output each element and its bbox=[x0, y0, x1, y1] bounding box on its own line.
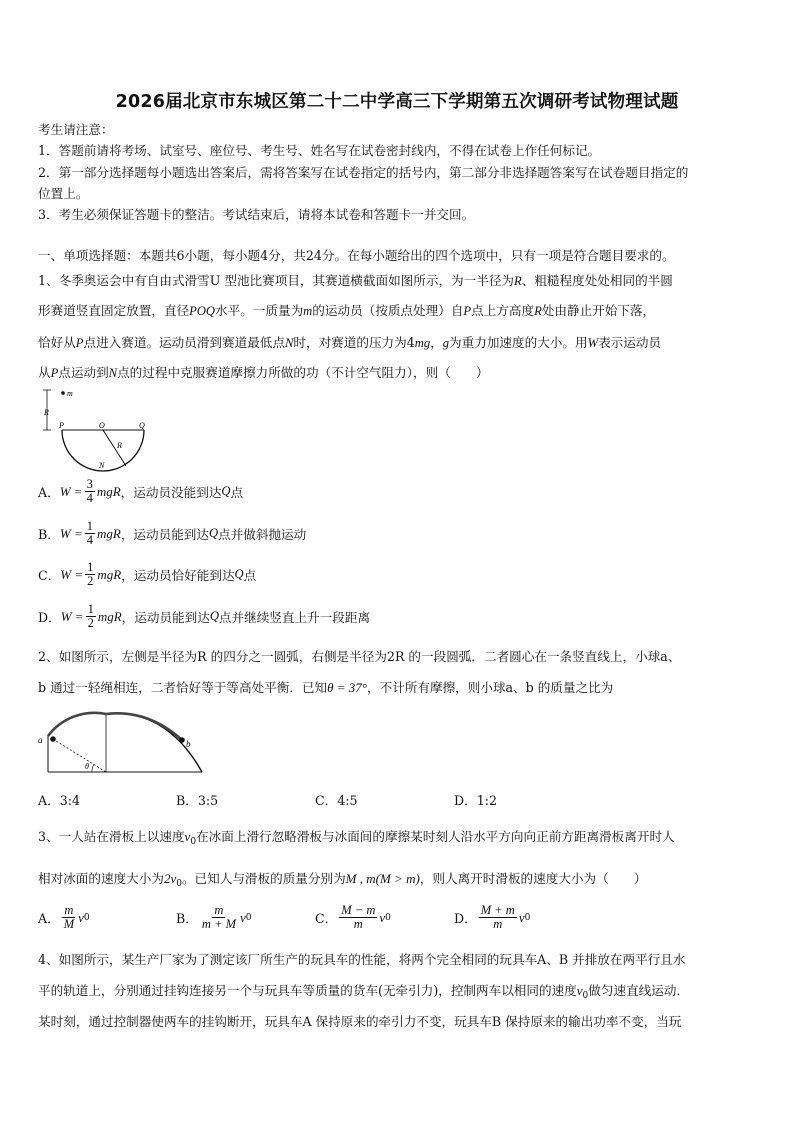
q1-option-d[interactable]: D． W = $\frac{1}{2}$ mgR ，运动员能到达 Q 点并继续竖直上升一段距离 bbox=[38, 602, 371, 631]
notice-item: 3．考生必须保证答题卡的整洁。考试结束后，请将本试卷和答题卡一并交回。 bbox=[38, 207, 475, 222]
notice-item: 2．第一部分选择题每小题选出答案后，需将答案写在试卷指定的括号内，第二部分非选择题答案写在试卷题目指定的 bbox=[38, 165, 689, 180]
q2-option-b[interactable]: B．3:5 bbox=[176, 793, 219, 808]
q1-line: 从P点运动到N点的过程中克服赛道摩擦力所做的功（不计空气阻力），则（ ） bbox=[38, 365, 489, 380]
q1-line: 恰好从P点进入赛道。运动员滑到赛道最低点N时，对赛道的压力为4mg，g为重力加速度的大小。用W表示运动员 bbox=[38, 335, 662, 350]
label-a: a bbox=[38, 735, 43, 745]
q2-line: b 通过一轻绳相连，二者恰好等于等高处平衡．已知θ = 37°，不计所有摩擦，则小球a、b 的质量之比为 bbox=[38, 680, 614, 695]
page-title: 2026届北京市东城区第二十二中学高三下学期第五次调研考试物理试题 bbox=[115, 92, 679, 112]
label-O: O bbox=[99, 421, 105, 430]
angle-label: θ bbox=[85, 762, 89, 771]
skier-dot bbox=[61, 391, 65, 395]
q2-option-a[interactable]: A．3:4 bbox=[38, 793, 80, 808]
q1-option-a[interactable]: A． W = $\frac{3}{4}$ mgR ，运动员没能到达 Q 点 bbox=[38, 477, 244, 506]
label-P: P bbox=[59, 421, 64, 430]
q2-option-d[interactable]: D．1:2 bbox=[454, 793, 497, 808]
q4-line: 平的轨道上，分别通过挂钩连接另一个与玩具车等质量的货车(无牵引力)，控制两车以相同的速度$v_0$做匀速直线运动． bbox=[38, 983, 690, 1001]
q1-halfpipe-figure bbox=[36, 386, 156, 472]
q3-option-d[interactable]: D． $\frac{M + m}{m}$ v 0 bbox=[454, 903, 531, 932]
label-N: N bbox=[99, 461, 105, 470]
q1-option-c[interactable]: C． W = $\frac{1}{2}$ mgR ，运动员恰好能到达 Q 点 bbox=[38, 560, 257, 589]
ball-a bbox=[50, 736, 56, 742]
notice-heading: 考生请注意： bbox=[38, 122, 114, 137]
q1-option-b[interactable]: B． W = $\frac{1}{4}$ mgR ，运动员能到达 Q 点并做斜抛运动 bbox=[38, 519, 307, 548]
notice-item: 1．答题前请将考场、试室号、座位号、考生号、姓名写在试卷密封线内，不得在试卷上作任何标记。 bbox=[38, 143, 601, 158]
q2-option-c[interactable]: C．4:5 bbox=[315, 793, 358, 808]
ball-b bbox=[179, 737, 185, 743]
label-R: R bbox=[117, 441, 122, 450]
q3-option-a[interactable]: A． $\frac{m}{M}$ v 0 bbox=[38, 903, 90, 932]
radius-dashed bbox=[53, 739, 106, 772]
light-rope bbox=[48, 713, 182, 740]
q3-line: 3、一人站在滑板上以速度$v_0$在冰面上滑行忽略滑板与冰面间的摩擦某时刻人沿水平方向向正前方距离滑板离开时人 bbox=[38, 829, 675, 847]
q1-line: 形赛道竖直固定放置，直径POQ水平。一质量为m的运动员（按质点处理）自P点上方高度R处由静止开始下落， bbox=[38, 303, 656, 318]
q4-line: 4、如图所示，某生产厂家为了测定该厂所生产的玩具车的性能，将两个完全相同的玩具车A、B 并排放在两平行且水 bbox=[38, 952, 686, 967]
notice-item: 位置上。 bbox=[38, 186, 89, 201]
q3-line: 相对冰面的速度大小为$2v_0$。已知人与滑板的质量分别为M , m(M > m)，则人离开时滑板的速度大小为（ ） bbox=[38, 871, 647, 889]
label-b: b bbox=[186, 739, 191, 749]
section-heading: 一、单项选择题：本题共6小题，每小题4分，共24分。在每小题给出的四个选项中，只有一项是符合题目要求的。 bbox=[38, 248, 675, 263]
q2-line: 2、如图所示，左侧是半径为R 的四分之一圆弧，右侧是半径为2R 的一段圆弧．二者圆心在一条竖直线上，小球a、 bbox=[38, 649, 681, 664]
q2-arc-figure bbox=[36, 703, 216, 777]
radius-line bbox=[103, 430, 126, 466]
q4-line: 某时刻，通过控制器使两车的挂钩断开，玩具车A 保持原来的牵引力不变，玩具车B 保持原来的输出功率不变，当玩 bbox=[38, 1014, 682, 1029]
drop-height-label: R bbox=[44, 408, 49, 417]
q3-option-b[interactable]: B． $\frac{m}{m + M}$ v 0 bbox=[176, 903, 252, 932]
q1-line: 1、冬季奥运会中有自由式滑雪U 型池比赛项目，其赛道横截面如图所示，为一半径为R、粗糙程度处处相同的半圆 bbox=[38, 273, 673, 288]
q3-option-c[interactable]: C． $\frac{M - m}{m}$ v 0 bbox=[315, 903, 391, 932]
label-Q: Q bbox=[139, 421, 145, 430]
mass-label: m bbox=[67, 389, 73, 398]
